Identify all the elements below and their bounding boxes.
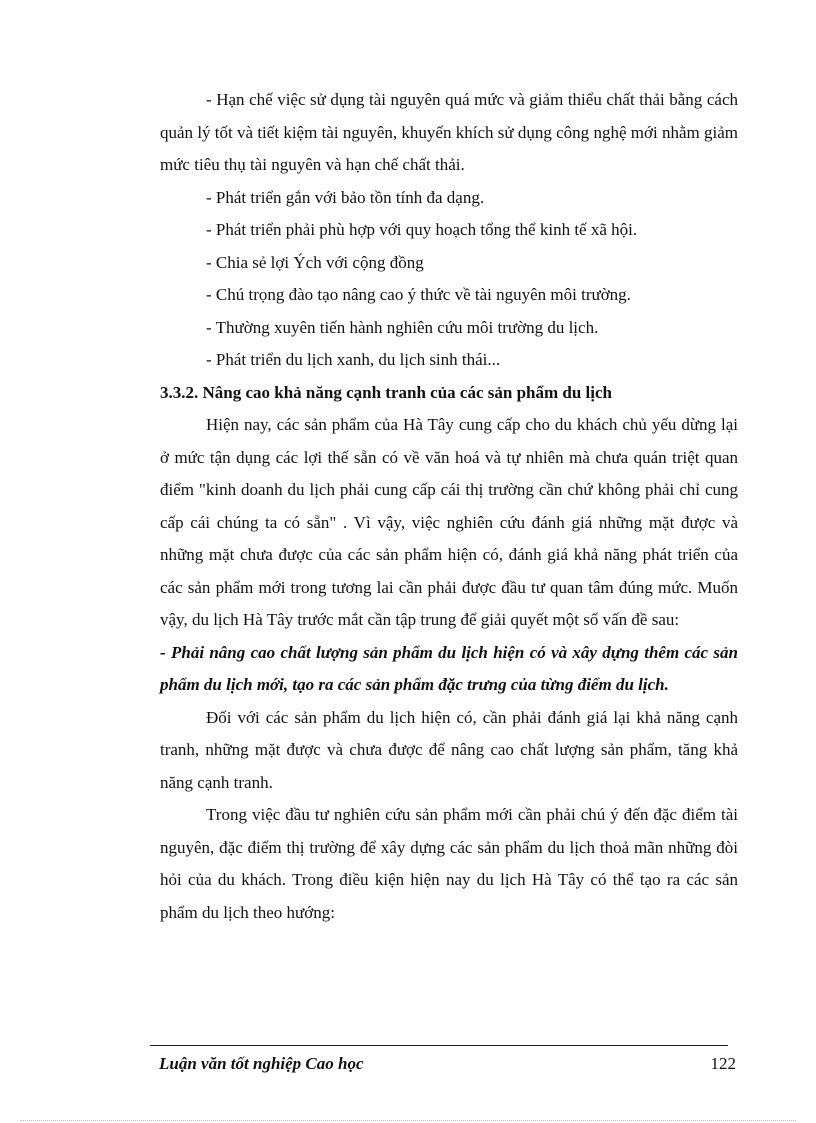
- bullet-paragraph-diversity: - Phát triển gắn với bảo tồn tính đa dạng.: [206, 187, 485, 207]
- bullet-paragraph-resources: - Hạn chế việc sử dụng tài nguyên quá mức và giảm thiểu chất thải bằng cách quản lý tốt và tiết kiệm tài nguyên, khuyến khích sử dụng công nghệ mới nhằm giảm mức tiêu thụ tài nguyên và hạn chế chất thải.: [160, 90, 738, 174]
- page-body: [160, 84, 738, 929]
- body-paragraph: Hiện nay, các sản phẩm của Hà Tây cung cấp cho du khách chủ yếu dừng lại ở mức tận dụng các lợi thế sẵn có về văn hoá và tự nhiên mà chưa quán triệt quan điểm "kinh doanh du lịch phải cung cấp cái thị trường cần chứ không phải chỉ cung cấp cái chúng ta có sẵn" . Vì vậy, việc nghiên cứu đánh giá những mặt được và những mặt chưa được của các sản phẩm hiện có, đánh giá khả năng phát triển của các sản phẩm mới trong tương lai cần phải được đầu tư quan tâm đúng mức. Muốn vậy, du lịch Hà Tây trước mắt cần tập trung để giải quyết một số vấn đề sau:: [160, 415, 738, 629]
- page-edge-divider: [20, 1120, 796, 1121]
- bullet-paragraph-planning: - Phát triển phải phù hợp với quy hoạch tổng thể kinh tế xã hội.: [206, 220, 638, 239]
- body-paragraph-existing-products: Đối với các sản phẩm du lịch hiện có, cần phải đánh giá lại khả năng cạnh tranh, những mặt được và chưa được để nâng cao chất lượng sản phẩm, tăng khả năng cạnh tranh.: [160, 707, 738, 792]
- section-heading: 3.3.2. Nâng cao khả năng cạnh tranh của các sản phẩm du lịch: [160, 382, 613, 402]
- body-paragraph-new-products: Trong việc đầu tư nghiên cứu sản phẩm mới cần phải chú ý đến đặc điểm tài nguyên, đặc điểm thị trường để xây dựng các sản phẩm du lịch thoả mãn những đòi hỏi của du khách. Trong điều kiện hiện nay du lịch Hà Tây có thể tạo ra các sản phẩm du lịch theo hướng:: [160, 805, 738, 922]
- footer-divider: [150, 1045, 728, 1046]
- bullet-paragraph-research: - Thường xuyên tiến hành nghiên cứu môi trường du lịch.: [206, 317, 599, 337]
- footer-title: Luận văn tốt nghiệp Cao học: [159, 1054, 364, 1073]
- page-number: 122: [710, 1054, 736, 1073]
- emphasis-paragraph: - Phải nâng cao chất lượng sản phẩm du lịch hiện có và xây dựng thêm các sản phẩm du lịch mới, tạo ra các sản phẩm đặc trưng của từng điểm du lịch.: [160, 642, 738, 694]
- bullet-paragraph-community: - Chia sẻ lợi Ých với cộng đồng: [206, 252, 424, 272]
- bullet-paragraph-green-tourism: - Phát triển du lịch xanh, du lịch sinh thái...: [206, 350, 501, 369]
- bullet-paragraph-training: - Chú trọng đào tạo nâng cao ý thức về tài nguyên môi trường.: [206, 285, 631, 304]
